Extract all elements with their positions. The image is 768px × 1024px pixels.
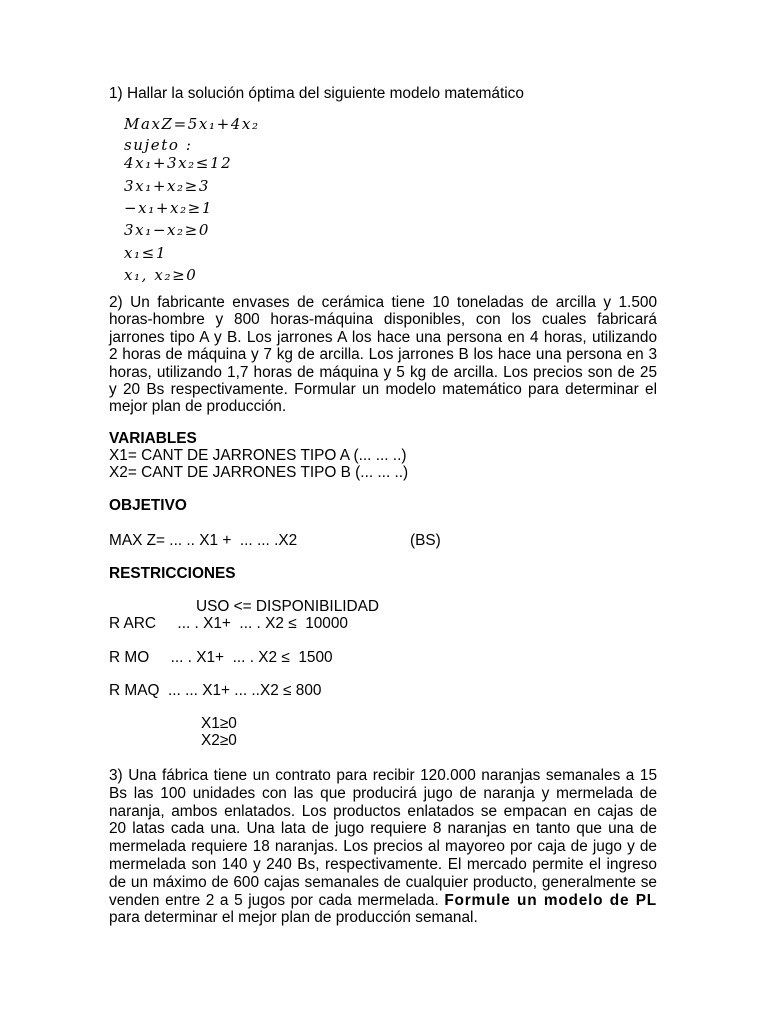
- paragraph-line: Bs las 100 unidades con las que producirá jugo de naranja y mermelada de: [109, 784, 657, 802]
- constraint-line: 3x₁+x₂≥3: [124, 177, 210, 195]
- paragraph-line: de un máximo de 600 cajas semanales de cualquier producto, generalmente se: [109, 873, 657, 891]
- constraints-heading: RESTRICCIONES: [109, 565, 236, 582]
- objective-heading: OBJETIVO: [109, 497, 187, 514]
- paragraph-line: 2) Un fabricante envases de cerámica tiene 10 toneladas de arcilla y 1.500: [109, 294, 657, 311]
- question-2-statement: [109, 294, 657, 416]
- variables-heading: VARIABLES: [109, 430, 197, 447]
- question-1-heading: 1) Hallar la solución óptima del siguiente modelo matemático: [109, 85, 524, 102]
- constraint-arcilla: R ARC ... . X1+ ... . X2 ≤ 10000: [109, 615, 348, 632]
- paragraph-line: 20 latas cada una. Una lata de jugo requiere 8 naranjas en tanto que una de: [109, 820, 657, 838]
- subject-to-label: sujeto :: [124, 136, 193, 154]
- constraint-maquina: R MAQ ... ... X1+ ... ..X2 ≤ 800: [109, 682, 322, 699]
- paragraph-line: mermelada son 140 y 240 Bs, respectivamente. El mercado permite el ingreso: [109, 855, 657, 873]
- paragraph-line: mejor plan de producción.: [109, 398, 287, 416]
- paragraph-line: 2 horas de máquina y 7 kg de arcilla. Los jarrones B los hace una persona en 3: [109, 346, 657, 364]
- paragraph-line: [109, 892, 657, 910]
- question-3-statement: [109, 767, 657, 927]
- constraints-column-header: USO <= DISPONIBILIDAD: [196, 598, 380, 615]
- nonnegativity-line: x₁, x₂≥0: [124, 266, 198, 284]
- paragraph-line: 3) Una fábrica tiene un contrato para recibir 120.000 naranjas semanales a 15: [109, 767, 657, 784]
- constraint-mano-de-obra: R MO ... . X1+ ... . X2 ≤ 1500: [109, 649, 333, 666]
- objective-unit: (BS): [410, 532, 441, 549]
- paragraph-line: naranja, ambos enlatados. Los productos enlatados se empacan en cajas de: [109, 802, 657, 820]
- paragraph-line-text: venden entre 2 a 5 jugos por cada mermelada.: [109, 891, 439, 909]
- variable-x2-definition: X2= CANT DE JARRONES TIPO B (... ... ..): [109, 464, 409, 481]
- paragraph-line: para determinar el mejor plan de producción semanal.: [109, 909, 478, 927]
- nonnegativity-x1: X1≥0: [201, 715, 237, 732]
- constraint-line: 3x₁−x₂≥0: [124, 221, 210, 239]
- nonnegativity-x2: X2≥0: [201, 732, 237, 749]
- paragraph-line: jarrones tipo A y B. Los jarrones A los hace una persona en 4 horas, utilizando: [109, 328, 657, 346]
- constraint-line: −x₁+x₂≥1: [124, 199, 213, 217]
- constraint-line: x₁≤1: [124, 244, 167, 262]
- objective-function-line: MaxZ=5x₁+4x₂: [124, 115, 260, 133]
- bold-instruction: Formule un modelo de PL: [444, 891, 657, 909]
- variable-x1-definition: X1= CANT DE JARRONES TIPO A (... ... ..): [109, 447, 407, 464]
- paragraph-line: horas-hombre y 800 horas-máquina disponibles, con los cuales fabricará: [109, 311, 657, 329]
- objective-function: MAX Z= ... .. X1 + ... ... .X2: [109, 532, 298, 549]
- constraint-line: 4x₁+3x₂≤12: [124, 154, 233, 172]
- paragraph-line: mermelada requiere 18 naranjas. Los precios al mayoreo por caja de jugo y de: [109, 838, 657, 856]
- paragraph-line: horas, utilizando 1,7 horas de máquina y 5 kg de arcilla. Los precios son de 25: [109, 363, 657, 381]
- paragraph-line: y 20 Bs respectivamente. Formular un modelo matemático para determinar el: [109, 380, 657, 398]
